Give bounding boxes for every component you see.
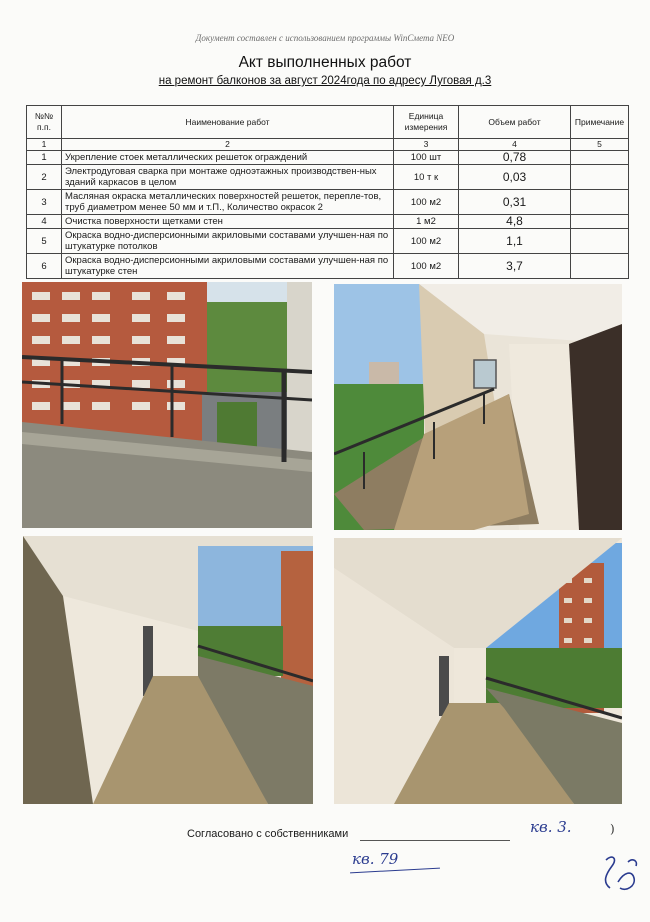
row-num: 3: [27, 190, 62, 215]
photo-balcony-street-view: [22, 282, 312, 528]
table-row: [27, 229, 629, 254]
row-unit: 1 м2: [394, 215, 459, 229]
row-name: Окраска водно-дисперсионными акриловыми составами улучшен-ная по штукатурке стен: [62, 254, 394, 279]
handwritten-apartment-3: кв. 3.: [530, 818, 572, 836]
row-note: [571, 215, 629, 229]
row-volume: 0,03: [459, 165, 571, 190]
col-header-unit: Единица измерения: [394, 106, 459, 139]
row-note: [571, 165, 629, 190]
row-name: Окраска водно-дисперсионными акриловыми составами улучшен-ная по штукатурке потолков: [62, 229, 394, 254]
row-volume: 0,31: [459, 190, 571, 215]
photo-balcony-corridor-left: [334, 284, 622, 530]
row-volume: 3,7: [459, 254, 571, 279]
row-num: 5: [27, 229, 62, 254]
table-row: [27, 254, 629, 279]
handwritten-apartment-79: кв. 79: [352, 850, 399, 868]
col-number: 3: [394, 139, 459, 151]
software-note: Документ составлен с использованием программы WinСмета NEO: [195, 33, 455, 43]
col-header-name: Наименование работ: [62, 106, 394, 139]
col-header-note: Примечание: [571, 106, 629, 139]
row-num: 1: [27, 151, 62, 165]
row-volume: 1,1: [459, 229, 571, 254]
photo-balcony-interior-right: [334, 538, 622, 804]
row-volume: 0,78: [459, 151, 571, 165]
handwritten-underline: [350, 868, 440, 874]
row-unit: 100 м2: [394, 254, 459, 279]
row-unit: 10 т к: [394, 165, 459, 190]
row-num: 6: [27, 254, 62, 279]
row-unit: 100 м2: [394, 190, 459, 215]
handwritten-signature: [598, 852, 642, 898]
table-row: [27, 190, 629, 215]
works-table: [26, 105, 629, 279]
col-number: 5: [571, 139, 629, 151]
col-number: 2: [62, 139, 394, 151]
row-name: Масляная окраска металлических поверхностей решеток, перепле-тов, труб диаметром менее 50 мм и т.П., Количество окрасок 2: [62, 190, 394, 215]
row-note: [571, 229, 629, 254]
column-number-row: [27, 139, 629, 151]
table-row: [27, 151, 629, 165]
page-subtitle: на ремонт балконов за август 2024года по адресу Луговая д.3: [158, 75, 492, 87]
table-header-row: [27, 106, 629, 139]
row-unit: 100 м2: [394, 229, 459, 254]
row-name: Электродуговая сварка при монтаже одноэтажных производствен-ных зданий каркасов в целом: [62, 165, 394, 190]
row-name: Укрепление стоек металлических решеток ограждений: [62, 151, 394, 165]
row-volume: 4,8: [459, 215, 571, 229]
row-note: [571, 190, 629, 215]
closing-paren: ): [610, 822, 615, 836]
photo-balcony-interior-left: [23, 536, 313, 804]
agreed-with-owners-label: Согласовано с собственниками: [187, 828, 349, 840]
row-num: 2: [27, 165, 62, 190]
row-unit: 100 шт: [394, 151, 459, 165]
row-note: [571, 254, 629, 279]
col-header-volume: Объем работ: [459, 106, 571, 139]
page-title: Акт выполненных работ: [238, 54, 412, 71]
row-note: [571, 151, 629, 165]
col-header-num: №№ п.п.: [27, 106, 62, 139]
table-row: [27, 215, 629, 229]
signature-line: [360, 840, 510, 841]
col-number: 1: [27, 139, 62, 151]
row-name: Очистка поверхности щетками стен: [62, 215, 394, 229]
table-row: [27, 165, 629, 190]
row-num: 4: [27, 215, 62, 229]
col-number: 4: [459, 139, 571, 151]
